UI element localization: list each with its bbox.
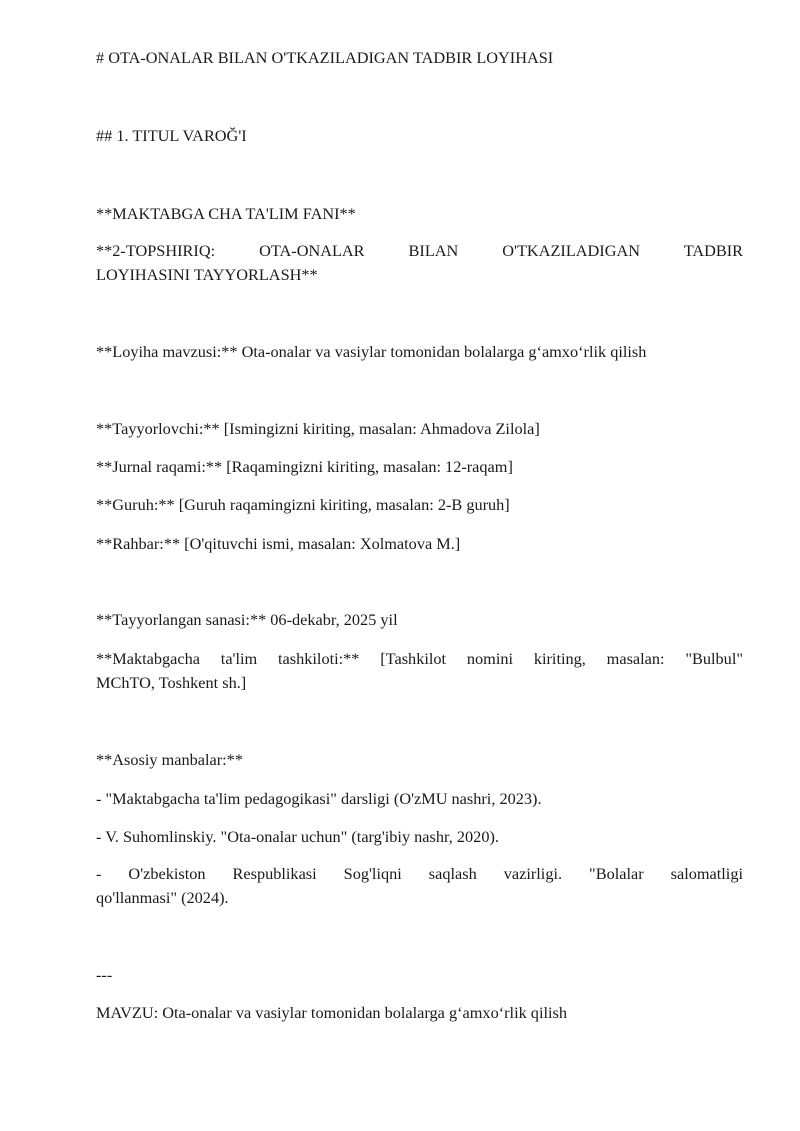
- document-heading: # OTA-ONALAR BILAN O'TKAZILADIGAN TADBIR LOYIHASI: [96, 48, 554, 67]
- organization-line-2: MChTO, Toshkent sh.]: [96, 673, 247, 692]
- task-paragraph: [96, 239, 743, 287]
- section-heading: ## 1. TITUL VAROĞ'I: [96, 126, 247, 145]
- organization-paragraph: [96, 647, 743, 695]
- source-3-line-1: - O'zbekiston Respublikasi Sog'liqni saqlash vazirligi. "Bolalar salomatligi: [96, 864, 743, 883]
- source-item-1: - "Maktabgacha ta'lim pedagogikasi" darsligi (O'zMU nashri, 2023).: [96, 789, 542, 808]
- author-line: **Tayyorlovchi:** [Ismingizni kiriting, masalan: Ahmadova Zilola]: [96, 419, 540, 438]
- task-line-1: **2-TOPSHIRIQ: OTA-ONALAR BILAN O'TKAZILADIGAN TADBIR: [96, 241, 743, 260]
- supervisor-line: **Rahbar:** [O'qituvchi ismi, masalan: Xolmatova M.]: [96, 534, 461, 553]
- journal-number-line: **Jurnal raqami:** [Raqamingizni kiriting, masalan: 12-raqam]: [96, 457, 513, 476]
- date-line: **Tayyorlangan sanasi:** 06-dekabr, 2025 yil: [96, 610, 398, 629]
- separator-line: ---: [96, 965, 113, 984]
- source-item-3: [96, 862, 743, 910]
- source-item-2: - V. Suhomlinskiy. "Ota-onalar uchun" (targ'ibiy nashr, 2020).: [96, 827, 499, 846]
- sources-title: **Asosiy manbalar:**: [96, 750, 243, 769]
- theme-line: MAVZU: Ota-onalar va vasiylar tomonidan bolalarga g‘amxo‘rlik qilish: [96, 1003, 567, 1022]
- organization-line-1: **Maktabgacha ta'lim tashkiloti:** [Tashkilot nomini kiriting, masalan: "Bulbul": [96, 649, 743, 668]
- task-line-2: LOYIHASINI TAYYORLASH**: [96, 265, 318, 284]
- group-line: **Guruh:** [Guruh raqamingizni kiriting, masalan: 2-B guruh]: [96, 495, 510, 514]
- project-topic: **Loyiha mavzusi:** Ota-onalar va vasiylar tomonidan bolalarga g‘amxo‘rlik qilish: [96, 342, 647, 361]
- source-3-line-2: qo'llanmasi" (2024).: [96, 888, 229, 907]
- subject-line: **MAKTABGA CHA TA'LIM FANI**: [96, 204, 356, 223]
